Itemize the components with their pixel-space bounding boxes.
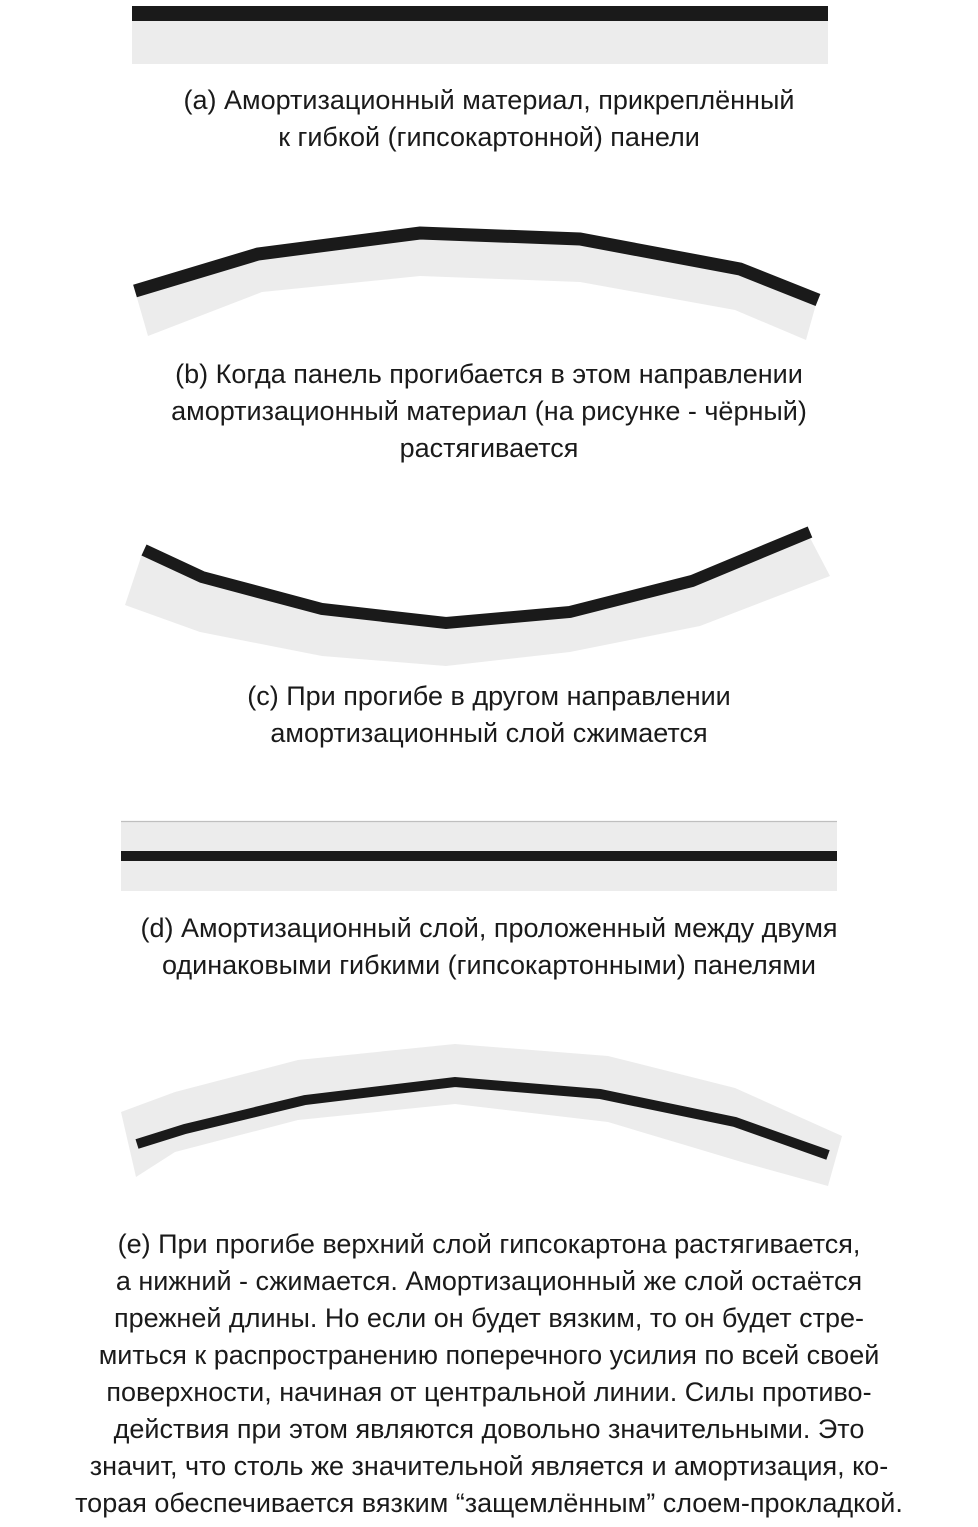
caption-c bbox=[0, 678, 978, 752]
caption-d bbox=[0, 910, 978, 984]
caption-e-line: торая обеспечивается вязким “защемлённым” слоем-прокладкой. bbox=[75, 1488, 903, 1518]
caption-a-line: к гибкой (гипсокартонной) панели bbox=[278, 122, 700, 152]
figure-e bbox=[0, 1030, 978, 1200]
caption-e-line: поверхности, начиная от центральной линии. Силы противо- bbox=[106, 1377, 872, 1407]
figure-e-drawing bbox=[0, 1030, 978, 1200]
caption-b bbox=[0, 356, 978, 467]
caption-e bbox=[0, 1226, 978, 1522]
caption-c-line: амортизационный слой сжимается bbox=[270, 718, 708, 748]
figure-c bbox=[0, 520, 978, 680]
figure-b bbox=[0, 200, 978, 350]
figure-d bbox=[0, 810, 978, 900]
caption-d-line: (d) Амортизационный слой, проложенный между двумя bbox=[140, 913, 838, 943]
panel-b bbox=[135, 229, 818, 340]
caption-a bbox=[0, 82, 978, 156]
caption-b-line: растягивается bbox=[399, 433, 579, 463]
caption-e-line: прежней длины. Но если он будет вязким, то он будет стре- bbox=[114, 1303, 864, 1333]
caption-c-line: (c) При прогибе в другом направлении bbox=[247, 681, 731, 711]
caption-a-line: (a) Амортизационный материал, прикреплённый bbox=[183, 85, 795, 115]
caption-b-line: амортизационный материал (на рисунке - чёрный) bbox=[171, 396, 807, 426]
caption-e-line: миться к распространению поперечного усилия по всей своей bbox=[98, 1340, 880, 1370]
figure-b-drawing bbox=[0, 200, 978, 350]
panel-a bbox=[132, 20, 828, 64]
caption-b-line: (b) Когда панель прогибается в этом направлении bbox=[175, 359, 803, 389]
caption-e-line: значит, что столь же значительной является и амортизация, ко- bbox=[89, 1451, 889, 1481]
caption-e-line: (e) При прогибе верхний слой гипсокартона растягивается, bbox=[117, 1229, 861, 1259]
figure-a-drawing bbox=[0, 0, 978, 80]
figure-c-drawing bbox=[0, 520, 978, 680]
caption-e-line: действия при этом являются довольно значительными. Это bbox=[113, 1414, 865, 1444]
damping-layer-a bbox=[132, 6, 828, 21]
damping-layer-d bbox=[121, 851, 837, 861]
figure-d-drawing bbox=[0, 810, 978, 900]
caption-e-line: а нижний - сжимается. Амортизационный же слой остаётся bbox=[115, 1266, 863, 1296]
panel-c bbox=[125, 534, 830, 666]
figure-a bbox=[0, 0, 978, 80]
caption-d-line: одинаковыми гибкими (гипсокартонными) панелями bbox=[162, 950, 816, 980]
